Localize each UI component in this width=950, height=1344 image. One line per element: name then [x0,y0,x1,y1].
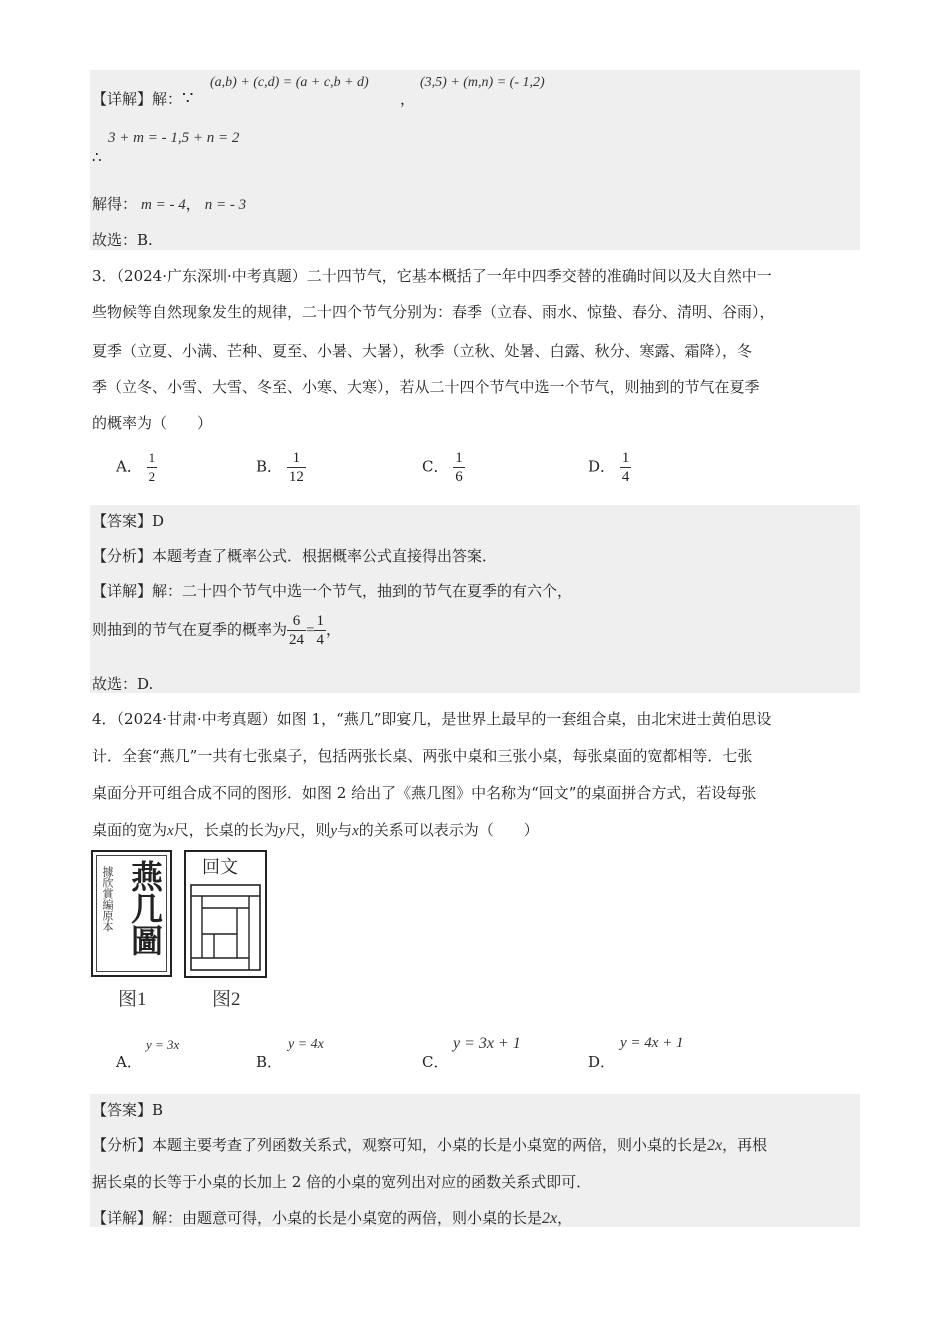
comma: ， [325,620,341,639]
formula-given: (3,5) + (m,n) = (- 1,2) [420,75,545,90]
q4-option-a-expr: y = 3x [146,1037,180,1052]
q4-analysis-1 [92,1134,767,1155]
numerator: 1 [316,613,324,629]
text: ，再根 [722,1136,768,1154]
text: 桌面的宽为 [92,821,168,839]
fraction [453,449,465,486]
var-y: y [278,823,286,839]
q4-option-c-expr: y = 3x + 1 [453,1035,521,1052]
var-x: x [352,823,359,839]
formula-vector-add: (a,b) + (c,d) = (a + c,b + d) [210,75,369,90]
expr-2x: 2x [707,1137,723,1154]
text: 的关系可以表示为（ ） [358,821,539,839]
fraction-6-24 [287,612,306,649]
equation: 3 + m = - 1,5 + n = 2 [108,130,240,146]
answer-choice-1: 故选：B. [92,231,153,249]
q3-line-5: 的概率为（ ） [92,414,213,432]
numerator: 6 [287,612,306,631]
therefore-symbol: ∴ [92,148,102,166]
q3-option-b [256,449,306,486]
n-value: n = - 3 [204,197,247,213]
separator: ， [400,90,416,108]
q4-line-4 [92,819,539,840]
fraction-1-4 [314,612,326,649]
q4-option-d-letter: D． [588,1053,616,1071]
text: ， [557,1209,573,1227]
figure-2-title: 回文 [202,857,238,878]
expr-2x: 2x [542,1210,558,1227]
prob-prefix: 则抽到的节气在夏季的概率为 [92,620,288,639]
option-letter: C． [422,457,449,476]
solution-panel-1 [90,70,860,250]
q4-option-a-letter: A． [116,1053,142,1071]
q4-line-3: 桌面分开可组合成不同的图形．如图 2 给出了《燕几图》中名称为“回文”的桌面拼合方式，若设每张 [92,784,757,802]
denominator: 6 [455,469,463,485]
q4-line-2: 计．全套“燕几”一共有七张桌子，包括两张长桌、两张中桌和三张小桌，每张桌面的宽都相等．七张 [92,747,753,765]
q3-option-d [588,449,631,486]
detail-label: 【详解】解： [92,90,183,108]
q4-option-d-expr: y = 4x + 1 [620,1035,684,1051]
text: 【详解】解：由题意可得，小桌的长是小桌宽的两倍，则小桌的长是 [92,1209,543,1227]
denominator: 4 [316,632,324,648]
fraction [147,449,158,486]
option-letter: B． [256,457,283,476]
denominator: 24 [289,632,305,648]
figure-1-title: 燕几圖 [126,860,164,956]
numerator: 1 [621,450,630,466]
because-symbol: ∵ [182,88,194,109]
q4-option-c-letter: C． [422,1053,449,1071]
figure-1-frame [91,850,172,977]
equals-sign: = [306,622,315,639]
denominator: 4 [621,469,630,485]
q3-analysis: 【分析】本题考查了概率公式．根据概率公式直接得出答案． [92,547,498,565]
q4-line-1: 4．（2024·甘肃·中考真题）如图 1，“燕几”即宴几，是世界上最早的一套组合桌，由北宋进士黄伯思设 [92,710,772,728]
q3-option-a [116,449,157,486]
text: 【分析】本题主要考查了列函数关系式，观察可知，小桌的长是小桌宽的两倍，则小桌的长是 [92,1136,708,1154]
solve-label: 解得： [92,195,138,213]
q4-analysis-2: 据长桌的长等于小桌的长加上 2 倍的小桌的宽列出对应的函数关系式即可． [92,1173,592,1191]
q3-conclusion: 故选：D. [92,675,154,693]
var-y: y [330,823,338,839]
figure-2-caption: 图2 [212,989,241,1010]
numerator: 1 [287,449,306,468]
option-letter: A． [116,457,142,476]
q3-probability [92,612,341,649]
q4-detail [92,1207,572,1228]
huiwen-table-diagram [190,884,261,971]
q3-detail: 【详解】解：二十四个节气中选一个节气，抽到的节气在夏季的有六个， [92,582,573,600]
comma: ， [185,195,201,213]
m-value: m = - 4 [141,197,186,213]
q3-answer: 【答案】D [92,512,165,530]
denominator: 2 [148,469,156,484]
fraction [287,449,306,486]
q3-option-c [422,449,465,486]
var-x: x [167,823,174,839]
q3-line-1: 3．（2024·广东深圳·中考真题）二十四节气，它基本概括了一年中四季交替的准确时间以及大自然中一 [92,267,772,285]
figure-1-small-text: 據欣賞編原本 [101,866,114,932]
solve-line [92,193,246,214]
text: 尺，长桌的长为 [173,821,279,839]
q4-option-b-letter: B． [256,1053,283,1071]
numerator: 1 [455,450,463,466]
fraction [620,449,632,486]
denominator: 12 [288,469,304,485]
figure-1-caption: 图1 [118,989,147,1010]
q3-line-4: 季（立冬、小雪、大雪、冬至、小寒、大寒），若从二十四个节气中选一个节气，则抽到的节气在夏季 [92,378,760,396]
q4-answer: 【答案】B [92,1101,164,1119]
q3-line-2: 些物候等自然现象发生的规律，二十四个节气分别为：春季（立春、雨水、惊蛰、春分、清明、谷雨）， [92,303,775,321]
option-letter: D． [588,457,616,476]
text: 与 [337,821,353,839]
detail-line-1 [92,88,193,109]
numerator: 1 [147,449,158,468]
text: 尺，则 [285,821,331,839]
q3-line-3: 夏季（立夏、小满、芒种、夏至、小暑、大暑），秋季（立秋、处暑、白露、秋分、寒露、霜降），冬 [92,342,753,360]
q4-option-b-expr: y = 4x [288,1037,324,1052]
